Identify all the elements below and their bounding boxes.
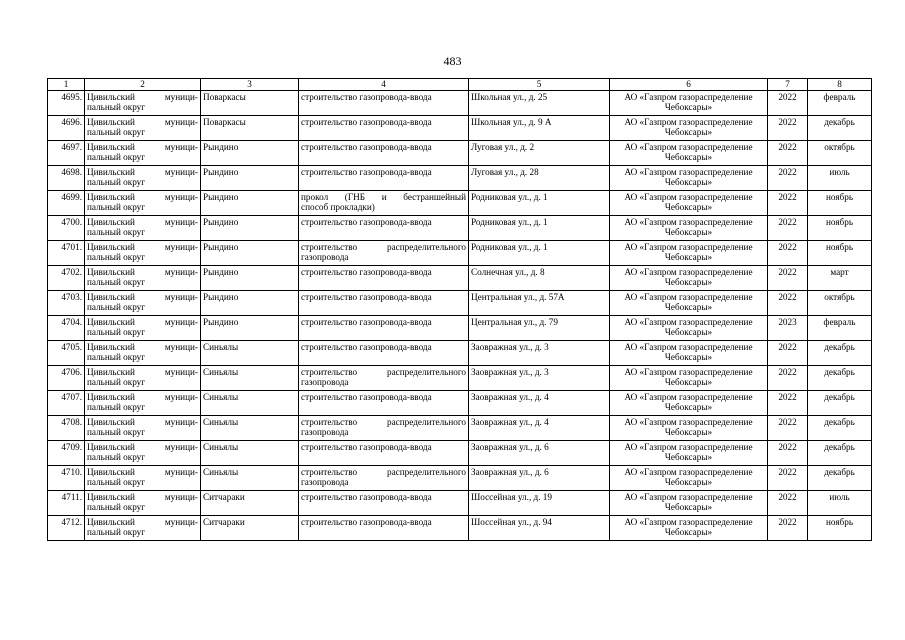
month-cell: декабрь	[808, 340, 872, 365]
row-number-cell: 4706.	[48, 365, 85, 390]
district-line: пальный округ	[87, 152, 146, 163]
district-cell	[85, 365, 201, 390]
organization-line: АО «Газпром газораспределение	[624, 241, 753, 252]
table-row	[48, 290, 872, 315]
address-cell: Заовражная ул., д. 6	[469, 440, 610, 465]
month-cell: февраль	[808, 315, 872, 340]
district-cell	[85, 415, 201, 440]
organization-cell	[610, 515, 768, 540]
address-cell: Центральная ул., д. 57А	[469, 290, 610, 315]
district-line: пальный округ	[87, 352, 146, 363]
month-cell: февраль	[808, 90, 872, 115]
organization-cell	[610, 265, 768, 290]
district-line: пальный округ	[87, 302, 146, 313]
organization-line: Чебоксары»	[664, 377, 713, 388]
year-cell: 2022	[768, 215, 808, 240]
work-line: строительство газопровода-ввода	[301, 491, 432, 502]
district-cell	[85, 490, 201, 515]
locality-cell: Рындино	[201, 315, 299, 340]
row-number-cell: 4698.	[48, 165, 85, 190]
address-cell: Солнечная ул., д. 8	[469, 265, 610, 290]
district-line: Цивильский муници-	[87, 491, 198, 502]
district-line: Цивильский муници-	[87, 241, 198, 252]
organization-cell	[610, 240, 768, 265]
district-line: пальный округ	[87, 477, 146, 488]
organization-line: АО «Газпром газораспределение	[624, 491, 753, 502]
work-line: строительство газопровода-ввода	[301, 441, 432, 452]
year-cell: 2022	[768, 190, 808, 215]
row-number-cell: 4704.	[48, 315, 85, 340]
organization-line: Чебоксары»	[664, 152, 713, 163]
table-row	[48, 390, 872, 415]
column-header: 8	[808, 79, 872, 91]
work-line: газопровода	[301, 477, 349, 488]
district-line: пальный округ	[87, 202, 146, 213]
organization-line: АО «Газпром газораспределение	[624, 366, 753, 377]
row-number-cell: 4705.	[48, 340, 85, 365]
locality-cell: Рындино	[201, 265, 299, 290]
month-cell: декабрь	[808, 115, 872, 140]
organization-cell	[610, 490, 768, 515]
table-row	[48, 90, 872, 115]
column-header: 3	[201, 79, 299, 91]
district-line: Цивильский муници-	[87, 516, 198, 527]
district-line: пальный округ	[87, 327, 146, 338]
organization-cell	[610, 190, 768, 215]
district-cell	[85, 290, 201, 315]
district-line: пальный округ	[87, 177, 146, 188]
locality-cell: Синьялы	[201, 465, 299, 490]
organization-line: Чебоксары»	[664, 127, 713, 138]
district-cell	[85, 115, 201, 140]
district-cell	[85, 140, 201, 165]
address-cell: Школьная ул., д. 9 А	[469, 115, 610, 140]
organization-line: Чебоксары»	[664, 452, 713, 463]
work-type-cell	[299, 465, 469, 490]
organization-cell	[610, 415, 768, 440]
year-cell: 2022	[768, 515, 808, 540]
organization-line: АО «Газпром газораспределение	[624, 466, 753, 477]
organization-cell	[610, 140, 768, 165]
work-line: газопровода	[301, 427, 349, 438]
address-cell: Луговая ул., д. 2	[469, 140, 610, 165]
work-type-cell	[299, 90, 469, 115]
column-number-row	[48, 79, 872, 91]
organization-line: Чебоксары»	[664, 352, 713, 363]
year-cell: 2022	[768, 165, 808, 190]
district-line: Цивильский муници-	[87, 266, 198, 277]
organization-line: Чебоксары»	[664, 402, 713, 413]
district-line: Цивильский муници-	[87, 216, 198, 227]
work-line: строительство газопровода-ввода	[301, 516, 432, 527]
work-line: строительство распределительного	[301, 366, 466, 377]
organization-line: Чебоксары»	[664, 327, 713, 338]
row-number-cell: 4695.	[48, 90, 85, 115]
organization-cell	[610, 390, 768, 415]
organization-line: Чебоксары»	[664, 177, 713, 188]
row-number-cell: 4696.	[48, 115, 85, 140]
district-cell	[85, 340, 201, 365]
work-line: строительство газопровода-ввода	[301, 141, 432, 152]
locality-cell: Ситчараки	[201, 490, 299, 515]
table-row	[48, 465, 872, 490]
organization-line: Чебоксары»	[664, 302, 713, 313]
month-cell: март	[808, 265, 872, 290]
column-header: 6	[610, 79, 768, 91]
locality-cell: Рындино	[201, 215, 299, 240]
organization-line: Чебоксары»	[664, 427, 713, 438]
work-type-cell	[299, 390, 469, 415]
month-cell: ноябрь	[808, 215, 872, 240]
district-cell	[85, 240, 201, 265]
work-line: строительство газопровода-ввода	[301, 341, 432, 352]
gas-works-table	[47, 78, 872, 541]
year-cell: 2022	[768, 115, 808, 140]
work-line: газопровода	[301, 252, 349, 263]
year-cell: 2022	[768, 490, 808, 515]
district-line: пальный округ	[87, 527, 146, 538]
column-header: 4	[299, 79, 469, 91]
year-cell: 2023	[768, 315, 808, 340]
organization-line: АО «Газпром газораспределение	[624, 516, 753, 527]
row-number-cell: 4702.	[48, 265, 85, 290]
column-header: 7	[768, 79, 808, 91]
organization-cell	[610, 365, 768, 390]
work-type-cell	[299, 490, 469, 515]
table-row	[48, 340, 872, 365]
organization-cell	[610, 90, 768, 115]
table-row	[48, 165, 872, 190]
work-type-cell	[299, 215, 469, 240]
year-cell: 2022	[768, 465, 808, 490]
table-row	[48, 115, 872, 140]
district-line: Цивильский муници-	[87, 191, 198, 202]
address-cell: Заовражная ул., д. 3	[469, 340, 610, 365]
district-cell	[85, 315, 201, 340]
row-number-cell: 4699.	[48, 190, 85, 215]
row-number-cell: 4707.	[48, 390, 85, 415]
district-line: пальный округ	[87, 127, 146, 138]
district-line: Цивильский муници-	[87, 291, 198, 302]
address-cell: Заовражная ул., д. 4	[469, 415, 610, 440]
locality-cell: Рындино	[201, 165, 299, 190]
work-type-cell	[299, 315, 469, 340]
work-line: строительство газопровода-ввода	[301, 91, 432, 102]
address-cell: Луговая ул., д. 28	[469, 165, 610, 190]
organization-cell	[610, 440, 768, 465]
work-type-cell	[299, 440, 469, 465]
organization-line: Чебоксары»	[664, 502, 713, 513]
page-number: 483	[443, 54, 462, 68]
district-cell	[85, 215, 201, 240]
district-line: пальный округ	[87, 252, 146, 263]
district-cell	[85, 440, 201, 465]
month-cell: декабрь	[808, 440, 872, 465]
district-cell	[85, 190, 201, 215]
work-line: строительство газопровода-ввода	[301, 166, 432, 177]
work-type-cell	[299, 340, 469, 365]
organization-line: АО «Газпром газораспределение	[624, 266, 753, 277]
row-number-cell: 4703.	[48, 290, 85, 315]
organization-line: Чебоксары»	[664, 277, 713, 288]
column-header: 2	[85, 79, 201, 91]
work-line: строительство распределительного	[301, 466, 466, 477]
organization-line: АО «Газпром газораспределение	[624, 316, 753, 327]
month-cell: октябрь	[808, 140, 872, 165]
row-number-cell: 4700.	[48, 215, 85, 240]
table-row	[48, 265, 872, 290]
district-line: пальный округ	[87, 277, 146, 288]
organization-line: АО «Газпром газораспределение	[624, 141, 753, 152]
organization-cell	[610, 315, 768, 340]
district-line: Цивильский муници-	[87, 141, 198, 152]
organization-line: Чебоксары»	[664, 477, 713, 488]
organization-line: АО «Газпром газораспределение	[624, 116, 753, 127]
year-cell: 2022	[768, 390, 808, 415]
year-cell: 2022	[768, 340, 808, 365]
table-row	[48, 440, 872, 465]
district-line: Цивильский муници-	[87, 341, 198, 352]
district-line: Цивильский муници-	[87, 91, 198, 102]
work-line: строительство газопровода-ввода	[301, 391, 432, 402]
district-line: пальный округ	[87, 452, 146, 463]
locality-cell: Рындино	[201, 140, 299, 165]
year-cell: 2022	[768, 90, 808, 115]
work-line: строительство газопровода-ввода	[301, 316, 432, 327]
organization-line: АО «Газпром газораспределение	[624, 341, 753, 352]
table-row	[48, 415, 872, 440]
district-line: пальный округ	[87, 402, 146, 413]
row-number-cell: 4708.	[48, 415, 85, 440]
organization-line: АО «Газпром газораспределение	[624, 216, 753, 227]
district-line: Цивильский муници-	[87, 416, 198, 427]
organization-cell	[610, 115, 768, 140]
organization-cell	[610, 165, 768, 190]
work-type-cell	[299, 265, 469, 290]
organization-cell	[610, 340, 768, 365]
row-number-cell: 4710.	[48, 465, 85, 490]
year-cell: 2022	[768, 290, 808, 315]
locality-cell: Ситчараки	[201, 515, 299, 540]
organization-line: АО «Газпром газораспределение	[624, 291, 753, 302]
work-line: строительство распределительного	[301, 416, 466, 427]
organization-line: Чебоксары»	[664, 202, 713, 213]
row-number-cell: 4697.	[48, 140, 85, 165]
organization-line: АО «Газпром газораспределение	[624, 441, 753, 452]
district-cell	[85, 90, 201, 115]
work-type-cell	[299, 165, 469, 190]
locality-cell: Синьялы	[201, 365, 299, 390]
locality-cell: Поваркасы	[201, 90, 299, 115]
table-row	[48, 315, 872, 340]
work-line: строительство распределительного	[301, 241, 466, 252]
row-number-cell: 4701.	[48, 240, 85, 265]
organization-cell	[610, 290, 768, 315]
organization-cell	[610, 215, 768, 240]
work-type-cell	[299, 290, 469, 315]
row-number-cell: 4709.	[48, 440, 85, 465]
address-cell: Шоссейная ул., д. 19	[469, 490, 610, 515]
work-type-cell	[299, 190, 469, 215]
address-cell: Центральная ул., д. 79	[469, 315, 610, 340]
month-cell: ноябрь	[808, 190, 872, 215]
year-cell: 2022	[768, 365, 808, 390]
district-line: Цивильский муници-	[87, 441, 198, 452]
column-header: 5	[469, 79, 610, 91]
table-row	[48, 215, 872, 240]
district-line: Цивильский муници-	[87, 466, 198, 477]
organization-line: АО «Газпром газораспределение	[624, 166, 753, 177]
organization-cell	[610, 465, 768, 490]
table-row	[48, 365, 872, 390]
work-type-cell	[299, 240, 469, 265]
locality-cell: Синьялы	[201, 440, 299, 465]
row-number-cell: 4712.	[48, 515, 85, 540]
district-line: Цивильский муници-	[87, 316, 198, 327]
district-line: пальный округ	[87, 427, 146, 438]
locality-cell: Рындино	[201, 240, 299, 265]
month-cell: декабрь	[808, 365, 872, 390]
month-cell: ноябрь	[808, 240, 872, 265]
year-cell: 2022	[768, 415, 808, 440]
month-cell: декабрь	[808, 415, 872, 440]
table-row	[48, 515, 872, 540]
month-cell: июль	[808, 490, 872, 515]
district-cell	[85, 390, 201, 415]
district-line: Цивильский муници-	[87, 116, 198, 127]
address-cell: Заовражная ул., д. 6	[469, 465, 610, 490]
district-cell	[85, 515, 201, 540]
table-row	[48, 140, 872, 165]
work-line: строительство газопровода-ввода	[301, 291, 432, 302]
locality-cell: Синьялы	[201, 340, 299, 365]
address-cell: Шоссейная ул., д. 94	[469, 515, 610, 540]
locality-cell: Поваркасы	[201, 115, 299, 140]
organization-line: Чебоксары»	[664, 227, 713, 238]
work-type-cell	[299, 115, 469, 140]
organization-line: АО «Газпром газораспределение	[624, 391, 753, 402]
organization-line: АО «Газпром газораспределение	[624, 416, 753, 427]
work-line: прокол (ГНБ и бестраншейный	[301, 191, 466, 202]
work-line: строительство газопровода-ввода	[301, 266, 432, 277]
district-line: пальный округ	[87, 502, 146, 513]
address-cell: Родниковая ул., д. 1	[469, 240, 610, 265]
table-row	[48, 490, 872, 515]
district-cell	[85, 265, 201, 290]
locality-cell: Синьялы	[201, 390, 299, 415]
district-line: Цивильский муници-	[87, 366, 198, 377]
district-line: Цивильский муници-	[87, 391, 198, 402]
year-cell: 2022	[768, 140, 808, 165]
year-cell: 2022	[768, 440, 808, 465]
district-cell	[85, 165, 201, 190]
organization-line: АО «Газпром газораспределение	[624, 191, 753, 202]
organization-line: АО «Газпром газораспределение	[624, 91, 753, 102]
month-cell: декабрь	[808, 390, 872, 415]
work-line: способ прокладки)	[301, 202, 375, 213]
work-type-cell	[299, 365, 469, 390]
month-cell: июль	[808, 165, 872, 190]
locality-cell: Рындино	[201, 290, 299, 315]
column-header: 1	[48, 79, 85, 91]
district-line: пальный округ	[87, 377, 146, 388]
address-cell: Школьная ул., д. 25	[469, 90, 610, 115]
organization-line: Чебоксары»	[664, 102, 713, 113]
row-number-cell: 4711.	[48, 490, 85, 515]
address-cell: Заовражная ул., д. 3	[469, 365, 610, 390]
table-row	[48, 190, 872, 215]
work-line: газопровода	[301, 377, 349, 388]
locality-cell: Синьялы	[201, 415, 299, 440]
table-row	[48, 240, 872, 265]
work-type-cell	[299, 140, 469, 165]
address-cell: Заовражная ул., д. 4	[469, 390, 610, 415]
table-body	[48, 90, 872, 540]
year-cell: 2022	[768, 240, 808, 265]
month-cell: декабрь	[808, 465, 872, 490]
district-line: пальный округ	[87, 227, 146, 238]
organization-line: Чебоксары»	[664, 527, 713, 538]
year-cell: 2022	[768, 265, 808, 290]
district-line: Цивильский муници-	[87, 166, 198, 177]
month-cell: октябрь	[808, 290, 872, 315]
work-line: строительство газопровода-ввода	[301, 216, 432, 227]
work-type-cell	[299, 415, 469, 440]
district-line: пальный округ	[87, 102, 146, 113]
address-cell: Родниковая ул., д. 1	[469, 190, 610, 215]
district-cell	[85, 465, 201, 490]
work-line: строительство газопровода-ввода	[301, 116, 432, 127]
address-cell: Родниковая ул., д. 1	[469, 215, 610, 240]
month-cell: ноябрь	[808, 515, 872, 540]
work-type-cell	[299, 515, 469, 540]
locality-cell: Рындино	[201, 190, 299, 215]
organization-line: Чебоксары»	[664, 252, 713, 263]
